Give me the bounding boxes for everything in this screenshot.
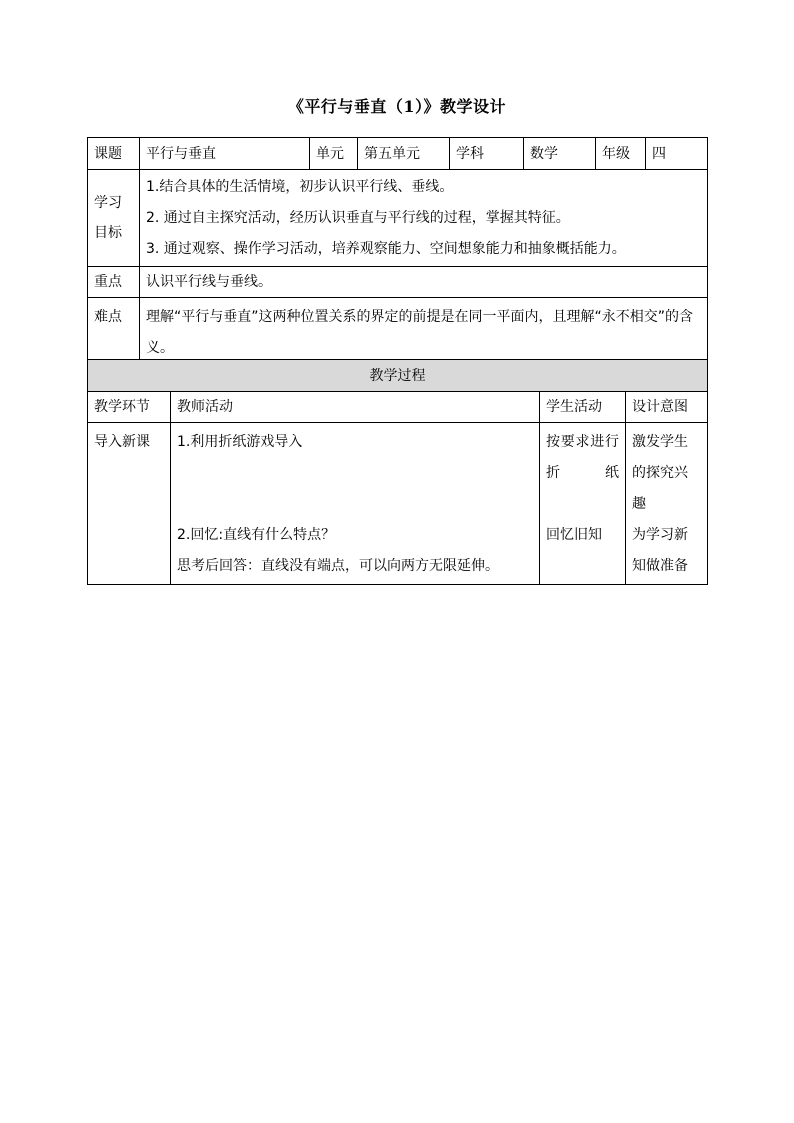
- info-row-key: [88, 267, 708, 298]
- col-design-intent: 设计意图: [626, 392, 708, 423]
- grade-value: 四: [646, 138, 708, 170]
- col-student-activity: 学生活动: [540, 392, 626, 423]
- goal-item: 1.结合具体的生活情境，初步认识平行线、垂线。: [146, 179, 454, 195]
- key-label: 重点: [88, 267, 140, 298]
- lesson-info-table: [87, 137, 708, 367]
- unit-value: 第五单元: [358, 138, 450, 170]
- design-intent-cell: [626, 423, 708, 585]
- student-activity-cell: [540, 423, 626, 585]
- info-row-topic: [88, 138, 708, 170]
- difficulty-label: 难点: [88, 298, 140, 367]
- topic-value: 平行与垂直: [140, 138, 310, 170]
- teacher-step-1: 1.利用折纸游戏导入: [177, 434, 303, 450]
- goals-list: [140, 170, 708, 267]
- subject-value: 数学: [524, 138, 596, 170]
- student-step-2: 回忆旧知: [546, 527, 602, 543]
- process-row-intro: [88, 423, 708, 585]
- goal-item: 2. 通过自主探究活动，经历认识垂直与平行线的过程，掌握其特征。: [146, 210, 570, 226]
- topic-label: 课题: [88, 138, 140, 170]
- intent-step-2: 为学习新知做准备: [632, 527, 688, 574]
- stage-cell: 导入新课: [88, 423, 171, 585]
- grade-label: 年级: [596, 138, 646, 170]
- document-title: 《平行与垂直（1）》教学设计: [287, 97, 507, 116]
- teacher-activity-cell: [171, 423, 540, 585]
- difficulty-value: 理解“平行与垂直”这两种位置关系的界定的前提是在同一平面内，且理解“永不相交”的含义。: [140, 298, 708, 367]
- teaching-process-table: [87, 359, 708, 585]
- goal-item: 3. 通过观察、操作学习活动，培养观察能力、空间想象能力和抽象概括能力。: [146, 241, 626, 257]
- goals-label: 学习目标: [88, 170, 140, 267]
- col-stage: 教学环节: [88, 392, 171, 423]
- info-row-goals: [88, 170, 708, 267]
- teacher-step-3: 思考后回答：直线没有端点，可以向两方无限延伸。: [177, 558, 499, 574]
- intent-step-1: 激发学生的探究兴趣: [632, 434, 688, 512]
- process-header: 教学过程: [88, 360, 708, 392]
- process-header-row: [88, 360, 708, 392]
- col-teacher-activity: 教师活动: [171, 392, 540, 423]
- process-columns-row: [88, 392, 708, 423]
- key-value: 认识平行线与垂线。: [140, 267, 708, 298]
- student-step-1: 按要求进行折纸: [546, 434, 619, 481]
- unit-label: 单元: [310, 138, 358, 170]
- info-row-difficulty: [88, 298, 708, 367]
- teacher-step-2: 2.回忆:直线有什么特点？: [177, 527, 336, 543]
- subject-label: 学科: [450, 138, 524, 170]
